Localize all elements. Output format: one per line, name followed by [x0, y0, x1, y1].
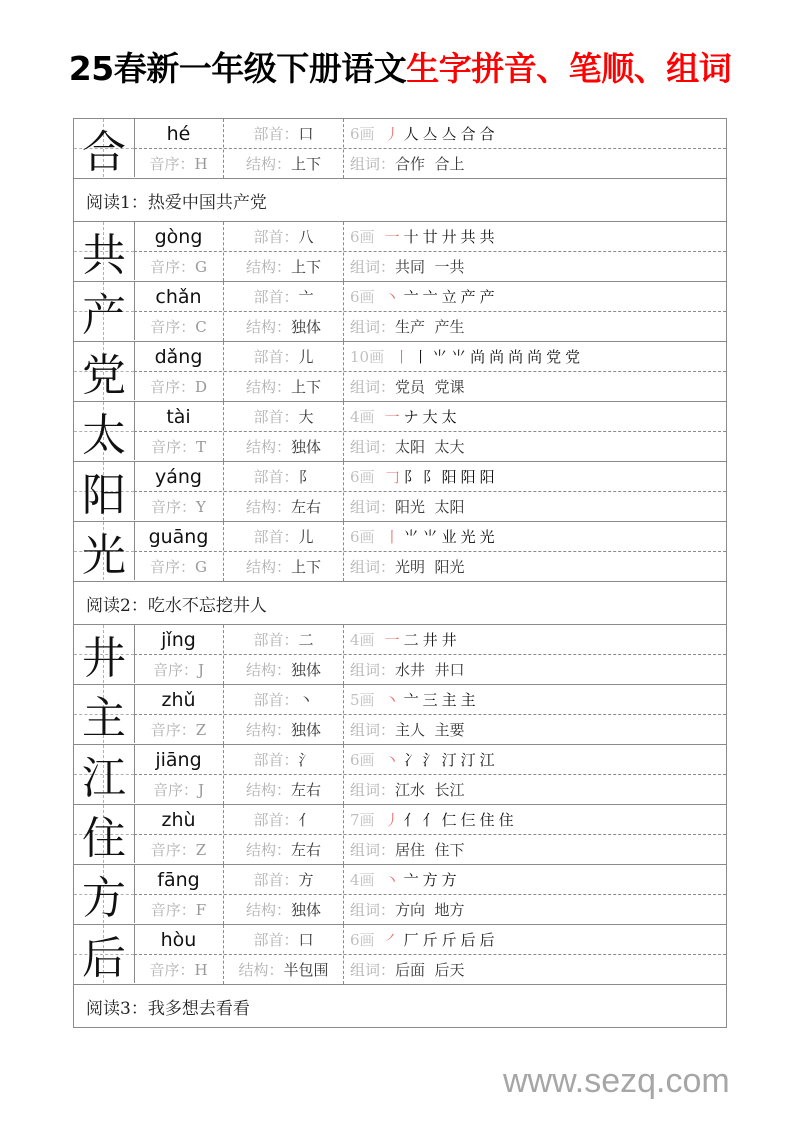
words-value: 生产 产生 [395, 318, 465, 336]
words-label: 组词： [350, 438, 396, 456]
first-stroke: 一 [384, 408, 404, 426]
character: 主 [82, 693, 126, 744]
phonetic-order [134, 895, 223, 924]
stroke-sequence: 十廿廾共共 [403, 228, 499, 246]
stroke-sequence: ナ大太 [403, 408, 461, 426]
stroke-count: 4画 [350, 631, 375, 649]
stroke-order [350, 625, 461, 654]
phonetic-order [134, 655, 223, 684]
structure-label: 结构： [245, 155, 291, 173]
words-value: 合作 合上 [395, 155, 465, 173]
stroke-order [350, 222, 499, 251]
structure-label: 结构： [245, 558, 291, 576]
order-label: 音序： [150, 558, 196, 576]
word-examples [350, 432, 465, 461]
title-part-topic: 生字拼音、笔顺、组词 [406, 49, 732, 88]
word-examples [350, 715, 465, 744]
structure-value: 独体 [291, 661, 322, 679]
order-value: G [195, 557, 207, 576]
radical-value: 大 [298, 408, 314, 426]
structure [224, 775, 343, 804]
order-value: J [198, 660, 205, 679]
stroke-sequence: 厂斤斤后后 [403, 931, 499, 949]
radical [224, 402, 343, 431]
stroke-count: 6画 [350, 228, 375, 246]
words-value: 党员 党课 [395, 378, 465, 396]
phonetic-order [134, 432, 223, 461]
character-row [74, 925, 726, 985]
structure-label: 结构： [245, 721, 291, 739]
stroke-count: 6画 [350, 931, 375, 949]
character-grid-cell [74, 282, 135, 340]
structure [224, 955, 343, 984]
pinyin: guāng [148, 525, 209, 548]
first-stroke: 丿 [384, 125, 404, 143]
character: 住 [82, 813, 126, 864]
order-label: 音序： [150, 258, 196, 276]
pinyin: hé [166, 122, 191, 145]
word-examples [350, 492, 465, 521]
stroke-sequence: 冫氵汀汀江 [403, 751, 499, 769]
character: 方 [82, 873, 126, 924]
stroke-count: 6画 [350, 751, 375, 769]
radical [224, 522, 343, 551]
structure [224, 655, 343, 684]
character-grid-cell [74, 865, 135, 923]
pinyin: zhǔ [161, 688, 196, 711]
words-label: 组词： [350, 498, 396, 516]
pinyin: hòu [160, 928, 197, 951]
phonetic-order [134, 775, 223, 804]
stroke-count: 6画 [350, 288, 375, 306]
words-value: 江水 长江 [395, 781, 465, 799]
stroke-sequence: 丨⺌⺌尚尚尚尚党党 [413, 348, 585, 366]
stroke-count: 6画 [350, 528, 375, 546]
order-label: 音序： [150, 318, 196, 336]
radical-value: 氵 [298, 751, 314, 769]
order-label: 音序： [150, 901, 196, 919]
character: 后 [82, 933, 126, 984]
first-stroke: 丨 [394, 348, 414, 366]
stroke-order [350, 865, 461, 894]
character: 太 [82, 410, 126, 461]
words-value: 光明 阳光 [395, 558, 465, 576]
character: 江 [82, 753, 126, 804]
words-label: 组词： [350, 661, 396, 679]
character-row [74, 342, 726, 402]
phonetic-order [134, 835, 223, 864]
radical [224, 222, 343, 251]
character-row [74, 119, 726, 179]
radical-value: 口 [298, 125, 314, 143]
stroke-count: 7画 [350, 811, 375, 829]
character-grid-cell [74, 402, 135, 460]
order-value: J [198, 780, 205, 799]
words-value: 主人 主要 [395, 721, 465, 739]
word-examples [350, 955, 465, 984]
radical [224, 119, 343, 148]
structure-value: 独体 [291, 318, 322, 336]
character-grid-cell [74, 522, 135, 580]
words-value: 共同 一共 [395, 258, 465, 276]
phonetic-order [134, 955, 223, 984]
phonetic-order [134, 312, 223, 341]
order-value: Z [195, 840, 207, 859]
character-row [74, 522, 726, 582]
pinyin: chǎn [155, 285, 202, 308]
first-stroke: 丶 [384, 871, 404, 889]
word-examples [350, 149, 465, 178]
phonetic-order [134, 372, 223, 401]
column-divider [343, 282, 344, 341]
structure-value: 左右 [291, 498, 322, 516]
structure [224, 432, 343, 461]
character-grid-cell [74, 119, 135, 177]
order-value: G [195, 257, 207, 276]
first-stroke: 一 [384, 228, 404, 246]
character: 光 [82, 530, 126, 581]
first-stroke: 一 [384, 631, 404, 649]
first-stroke: 丿 [384, 811, 404, 829]
column-divider [343, 745, 344, 804]
character-grid-cell [74, 222, 135, 280]
stroke-order [350, 745, 499, 774]
stroke-sequence: 亠三主主 [403, 691, 480, 709]
structure-value: 左右 [291, 781, 322, 799]
pinyin: zhù [161, 808, 196, 831]
radical-value: 阝 [298, 468, 314, 486]
word-examples [350, 775, 465, 804]
radical-label: 部首： [253, 871, 299, 889]
character-row [74, 462, 726, 522]
radical [224, 685, 343, 714]
words-label: 组词： [350, 318, 396, 336]
first-stroke: ㇒ [384, 931, 404, 949]
radical-value: 儿 [298, 528, 314, 546]
stroke-sequence: 亠方方 [403, 871, 461, 889]
character-grid-cell [74, 805, 135, 863]
order-label: 音序： [150, 721, 196, 739]
radical-label: 部首： [253, 691, 299, 709]
phonetic-order [134, 715, 223, 744]
structure [224, 835, 343, 864]
column-divider [343, 119, 344, 178]
radical-value: 丶 [298, 691, 314, 709]
radical-label: 部首： [253, 408, 299, 426]
radical-label: 部首： [253, 931, 299, 949]
reading-title: 阅读2：吃水不忘挖井人 [86, 595, 267, 616]
pinyin: gòng [154, 225, 203, 248]
character: 产 [82, 290, 126, 341]
phonetic-order [134, 492, 223, 521]
character-grid-cell [74, 745, 135, 803]
radical-label: 部首： [253, 631, 299, 649]
reading-section-header [74, 582, 726, 625]
pinyin: tài [166, 405, 191, 428]
radical-value: 口 [298, 931, 314, 949]
stroke-order [350, 282, 499, 311]
words-value: 后面 后天 [395, 961, 465, 979]
pinyin: jǐng [161, 628, 196, 651]
stroke-sequence: 亠亠立产产 [403, 288, 499, 306]
radical [224, 342, 343, 371]
title-part-grade: 25春新一年级下册语文 [68, 49, 407, 88]
words-value: 阳光 太阳 [395, 498, 465, 516]
character: 党 [82, 350, 126, 401]
structure-label: 结构： [245, 841, 291, 859]
character-grid-cell [74, 685, 135, 743]
column-divider [343, 925, 344, 984]
character-row [74, 222, 726, 282]
words-label: 组词： [350, 901, 396, 919]
stroke-order [350, 925, 499, 954]
structure-value: 独体 [291, 721, 322, 739]
structure [224, 715, 343, 744]
stroke-order [350, 342, 584, 371]
character-grid-cell [74, 462, 135, 520]
radical [224, 462, 343, 491]
structure [224, 552, 343, 581]
radical [224, 805, 343, 834]
radical-value: 二 [298, 631, 314, 649]
character-row [74, 865, 726, 925]
stroke-count: 10画 [350, 348, 385, 366]
radical-label: 部首： [253, 288, 299, 306]
structure-value: 半包围 [283, 961, 329, 979]
radical [224, 745, 343, 774]
stroke-count: 4画 [350, 408, 375, 426]
words-label: 组词： [350, 841, 396, 859]
structure-label: 结构： [245, 901, 291, 919]
stroke-order [350, 685, 480, 714]
phonetic-order [134, 149, 223, 178]
column-divider [343, 805, 344, 864]
radical-label: 部首： [253, 528, 299, 546]
order-label: 音序： [152, 781, 198, 799]
radical-value: 八 [298, 228, 314, 246]
stroke-count: 5画 [350, 691, 375, 709]
stroke-order [350, 522, 499, 551]
structure [224, 492, 343, 521]
reading-title: 阅读1：热爱中国共产党 [86, 192, 267, 213]
radical-label: 部首： [253, 468, 299, 486]
words-value: 居住 住下 [395, 841, 465, 859]
structure [224, 149, 343, 178]
character-grid-cell [74, 625, 135, 683]
column-divider [343, 685, 344, 744]
stroke-count: 4画 [350, 871, 375, 889]
order-label: 音序： [152, 661, 198, 679]
character-row [74, 805, 726, 865]
order-value: Y [196, 497, 206, 516]
column-divider [343, 865, 344, 924]
words-label: 组词： [350, 155, 396, 173]
pinyin: yáng [155, 465, 202, 488]
order-label: 音序： [150, 438, 196, 456]
order-value: H [194, 960, 208, 979]
watermark: www.sezq.com [503, 1062, 730, 1100]
first-stroke: 丶 [384, 691, 404, 709]
word-examples [350, 895, 465, 924]
column-divider [343, 625, 344, 684]
structure-label: 结构： [245, 498, 291, 516]
word-examples [350, 312, 465, 341]
stroke-count: 6画 [350, 125, 375, 143]
radical [224, 925, 343, 954]
word-examples [350, 655, 465, 684]
structure-label: 结构： [238, 961, 284, 979]
first-stroke: 丶 [384, 751, 404, 769]
word-examples [350, 252, 465, 281]
stroke-sequence: 亻亻仁仨住住 [403, 811, 518, 829]
stroke-order [350, 462, 499, 491]
character: 阳 [82, 470, 126, 521]
stroke-sequence: 阝阝阳阳阳 [403, 468, 499, 486]
order-label: 音序： [149, 155, 195, 173]
first-stroke: 𠃌 [384, 468, 404, 486]
order-label: 音序： [151, 498, 197, 516]
words-label: 组词： [350, 781, 396, 799]
radical-label: 部首： [253, 811, 299, 829]
order-value: C [195, 317, 207, 336]
character-row [74, 685, 726, 745]
words-label: 组词： [350, 378, 396, 396]
column-divider [343, 222, 344, 281]
words-label: 组词： [350, 558, 396, 576]
first-stroke: 丶 [384, 288, 404, 306]
character-row [74, 402, 726, 462]
radical-value: 亠 [298, 288, 314, 306]
phonetic-order [134, 552, 223, 581]
order-value: T [196, 437, 207, 456]
structure-label: 结构： [245, 661, 291, 679]
stroke-sequence: 二井井 [403, 631, 461, 649]
structure [224, 312, 343, 341]
column-divider [343, 522, 344, 581]
radical [224, 282, 343, 311]
structure-label: 结构： [245, 378, 291, 396]
words-label: 组词： [350, 961, 396, 979]
order-value: Z [195, 720, 207, 739]
phonetic-order [134, 252, 223, 281]
character: 井 [82, 633, 126, 684]
structure [224, 252, 343, 281]
pinyin: dǎng [154, 345, 203, 368]
radical-label: 部首： [253, 751, 299, 769]
structure-label: 结构： [245, 318, 291, 336]
order-label: 音序： [149, 378, 195, 396]
structure-value: 上下 [291, 155, 322, 173]
words-value: 方向 地方 [395, 901, 465, 919]
reading-section-header [74, 179, 726, 222]
stroke-order [350, 402, 461, 431]
character-sheet [73, 118, 727, 1028]
character: 共 [82, 230, 126, 281]
structure-value: 左右 [291, 841, 322, 859]
character-grid-cell [74, 342, 135, 400]
structure [224, 372, 343, 401]
order-value: H [194, 154, 208, 173]
radical-value: 方 [298, 871, 314, 889]
radical [224, 625, 343, 654]
column-divider [343, 402, 344, 461]
order-value: D [194, 377, 208, 396]
structure-label: 结构： [245, 438, 291, 456]
stroke-sequence: ⺌⺌业光光 [403, 528, 499, 546]
radical-value: 儿 [298, 348, 314, 366]
stroke-sequence: 人亼亼合合 [403, 125, 499, 143]
order-label: 音序： [149, 961, 195, 979]
words-value: 水井 井口 [395, 661, 465, 679]
radical-label: 部首： [253, 125, 299, 143]
pinyin: fāng [157, 868, 200, 891]
column-divider [343, 462, 344, 521]
character: 合 [82, 127, 126, 178]
word-examples [350, 552, 465, 581]
character-row [74, 282, 726, 342]
structure-label: 结构： [245, 781, 291, 799]
pinyin: jiāng [155, 748, 202, 771]
radical [224, 865, 343, 894]
radical-value: 亻 [298, 811, 314, 829]
structure-value: 独体 [291, 438, 322, 456]
structure-value: 上下 [291, 258, 322, 276]
order-label: 音序： [150, 841, 196, 859]
structure-value: 上下 [291, 558, 322, 576]
radical-label: 部首： [253, 228, 299, 246]
stroke-count: 6画 [350, 468, 375, 486]
words-value: 太阳 太大 [395, 438, 465, 456]
character-row [74, 625, 726, 685]
structure-value: 独体 [291, 901, 322, 919]
structure-label: 结构： [245, 258, 291, 276]
radical-label: 部首： [253, 348, 299, 366]
reading-section-header [74, 985, 726, 1028]
stroke-order [350, 119, 499, 148]
reading-title: 阅读3：我多想去看看 [86, 998, 250, 1019]
stroke-order [350, 805, 518, 834]
structure-value: 上下 [291, 378, 322, 396]
character-row [74, 745, 726, 805]
column-divider [343, 342, 344, 401]
order-value: F [195, 900, 207, 919]
first-stroke: 丨 [384, 528, 404, 546]
word-examples [350, 372, 465, 401]
page-title [0, 44, 800, 94]
words-label: 组词： [350, 721, 396, 739]
words-label: 组词： [350, 258, 396, 276]
character-grid-cell [74, 925, 135, 983]
word-examples [350, 835, 465, 864]
structure [224, 895, 343, 924]
